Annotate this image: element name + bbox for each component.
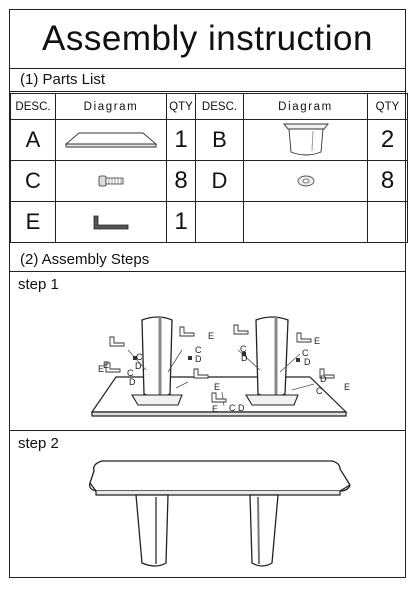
step-2-illustration (10, 431, 406, 577)
part-qty: 8 (167, 161, 196, 202)
allen-key-icon (56, 202, 167, 243)
callout-e: E (214, 382, 221, 392)
step-1-label: step 1 (18, 276, 59, 293)
part-desc: E (11, 202, 56, 243)
callout-e: E (103, 360, 110, 370)
part-desc: A (11, 120, 56, 161)
step-2-label: step 2 (18, 435, 59, 452)
empty-cell (196, 202, 244, 243)
callout-c: C (316, 386, 323, 396)
qty-header: QTY (368, 94, 408, 120)
callout-e: E (208, 331, 215, 341)
instruction-sheet (9, 9, 406, 578)
part-qty: 2 (368, 120, 408, 161)
callout-e: E (344, 382, 351, 392)
table-row (11, 161, 408, 202)
diagram-header: Diagram (56, 94, 167, 120)
table-row (11, 202, 408, 243)
washer-icon (244, 161, 368, 202)
callout-c: C (127, 368, 134, 378)
callout-d: D (320, 374, 327, 384)
callout-e: E (98, 364, 105, 374)
callout-c: C (229, 403, 236, 413)
callout-c: C (302, 348, 309, 358)
step-1-panel (10, 272, 405, 431)
table-row (11, 120, 408, 161)
bolt-icon (56, 161, 167, 202)
diagram-header: Diagram (244, 94, 368, 120)
tabletop-icon (56, 120, 167, 161)
leg-base-icon (244, 120, 368, 161)
part-desc: C (11, 161, 56, 202)
empty-cell (368, 202, 408, 243)
part-qty: 8 (368, 161, 408, 202)
part-desc: D (196, 161, 244, 202)
qty-header: QTY (167, 94, 196, 120)
step-1-illustration (10, 272, 406, 431)
callout-d: D (135, 361, 142, 371)
callout-d: D (241, 353, 248, 363)
parts-list-heading: (1) Parts List (10, 68, 405, 92)
callout-e: E (314, 336, 321, 346)
callout-d: D (129, 377, 136, 387)
desc-header: DESC. (196, 94, 244, 120)
parts-table (10, 93, 408, 243)
callout-e: E (212, 404, 219, 414)
callout-d: D (304, 357, 311, 367)
parts-table-header (11, 94, 408, 120)
empty-cell (244, 202, 368, 243)
callout-d: D (238, 403, 245, 413)
assembly-steps-heading: (2) Assembly Steps (10, 248, 405, 272)
page-title: Assembly instruction (10, 10, 405, 69)
callout-c: C (195, 345, 202, 355)
part-qty: 1 (167, 120, 196, 161)
callout-c: C (136, 352, 143, 362)
callout-c: C (240, 344, 247, 354)
step-2-panel (10, 431, 405, 577)
desc-header: DESC. (11, 94, 56, 120)
part-qty: 1 (167, 202, 196, 243)
part-desc: B (196, 120, 244, 161)
callout-d: D (195, 354, 202, 364)
